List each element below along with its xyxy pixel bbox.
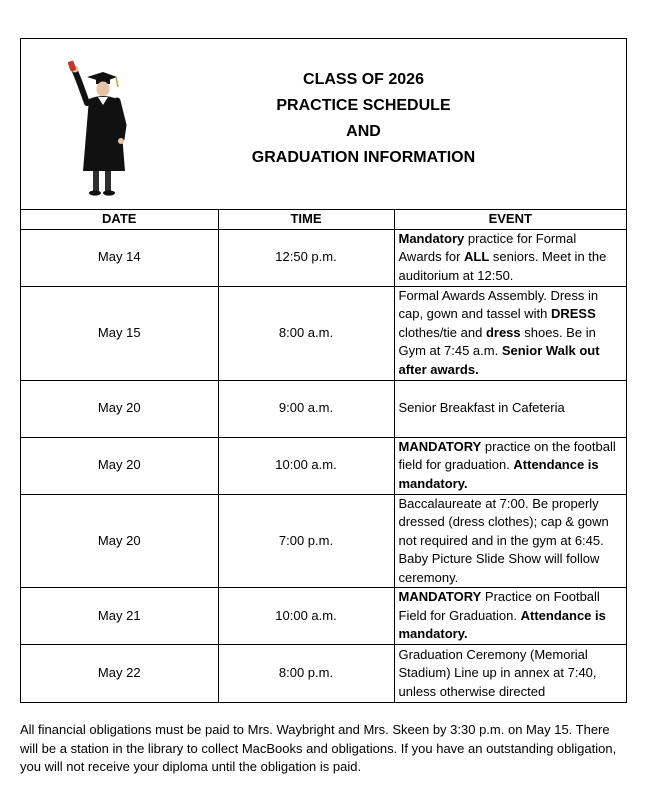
schedule-sheet: [20, 38, 627, 703]
title-line: PRACTICE SCHEDULE: [276, 97, 451, 114]
page-title: [201, 67, 626, 171]
event-text-bold: Attendance is mandatory.: [398, 457, 599, 491]
row-time: 7:00 p.m.: [218, 494, 394, 588]
row-date: May 20: [21, 437, 218, 494]
row-time: 10:00 a.m.: [218, 437, 394, 494]
table-row: [21, 494, 626, 588]
table-row: [21, 229, 626, 286]
event-text: Baccalaureate at 7:00. Be properly dressed (dress clothes); cap & gown not required and in the gym at 6:45. Baby Picture Slide Show will follow ceremony.: [398, 495, 609, 585]
event-text-bold: ALL: [464, 249, 490, 265]
column-header-event: EVENT: [394, 210, 626, 229]
event-text-bold: DRESS: [550, 306, 596, 322]
event-text-bold: Senior Walk out after awards.: [398, 343, 600, 377]
row-date: May 20: [21, 380, 218, 437]
row-event: [394, 380, 626, 437]
schedule-header: [21, 39, 626, 210]
title-line: GRADUATION INFORMATION: [251, 149, 476, 166]
row-event: [394, 645, 626, 702]
event-text: Senior Breakfast in Cafeteria: [398, 400, 565, 416]
title-line: CLASS OF 2026: [303, 71, 424, 88]
table-header-row: [21, 210, 626, 229]
event-text-bold: Attendance is mandatory.: [398, 607, 606, 642]
row-event: [394, 286, 626, 380]
row-time: 9:00 a.m.: [218, 380, 394, 437]
event-text: seniors. Meet in the auditorium at 12:50.: [398, 249, 607, 283]
row-event: [394, 494, 626, 588]
table-row: [21, 286, 626, 380]
schedule-table: [21, 210, 626, 702]
table-row: [21, 588, 626, 645]
row-time: 10:00 a.m.: [218, 588, 394, 645]
row-date: May 22: [21, 645, 218, 702]
event-text: Practice on Football Field for Graduation.: [398, 589, 600, 623]
event-text: practice on the football field for graduation.: [398, 438, 616, 473]
row-event: [394, 437, 626, 494]
event-text-bold: dress: [485, 324, 521, 340]
row-event: [394, 229, 626, 286]
event-text: Formal Awards Assembly. Dress in cap, gown and tassel with: [398, 287, 599, 322]
table-row: [21, 380, 626, 437]
column-header-time: TIME: [218, 210, 394, 229]
row-date: May 20: [21, 494, 218, 588]
event-text: Graduation Ceremony (Memorial Stadium) Line up in annex at 7:40, unless otherwise directed: [398, 646, 597, 699]
row-date: May 21: [21, 588, 218, 645]
event-text: practice for Formal Awards for: [398, 230, 577, 265]
graduate-figure-icon: [65, 59, 131, 197]
event-text-bold: MANDATORY: [398, 589, 482, 605]
event-text-bold: MANDATORY: [398, 438, 482, 454]
row-event: [394, 588, 626, 645]
row-date: May 14: [21, 229, 218, 286]
row-time: 12:50 p.m.: [218, 229, 394, 286]
table-row: [21, 437, 626, 494]
row-date: May 15: [21, 286, 218, 380]
event-text-bold: Mandatory: [398, 230, 465, 246]
financial-obligations-note: All financial obligations must be paid to Mrs. Waybright and Mrs. Skeen by 3:30 p.m. on May 15. There will be a station in the library to collect MacBooks and obligations. If you have an outstanding obligation, you will not receive your diploma until the obligation is paid.: [20, 722, 617, 774]
row-time: 8:00 a.m.: [218, 286, 394, 380]
event-text: clothes/tie and: [398, 324, 486, 340]
title-line: AND: [346, 123, 381, 140]
row-time: 8:00 p.m.: [218, 645, 394, 702]
event-text: shoes. Be in Gym at 7:45 a.m.: [398, 324, 596, 359]
column-header-date: DATE: [21, 210, 218, 229]
table-row: [21, 645, 626, 702]
